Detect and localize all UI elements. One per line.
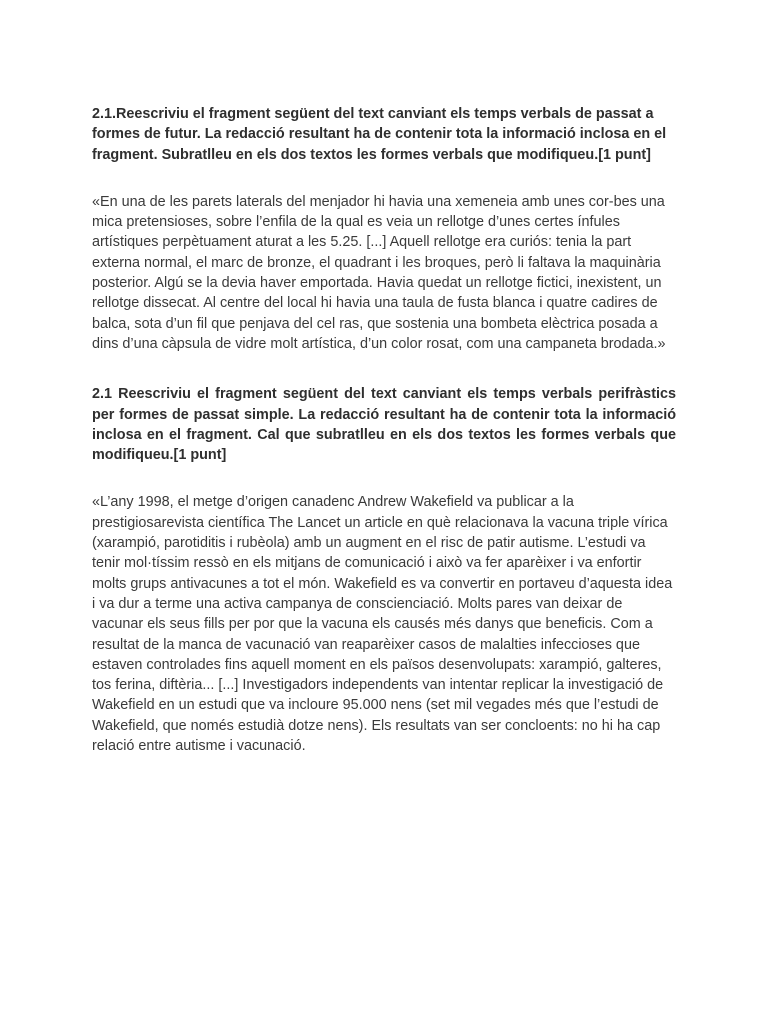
question-1-heading: 2.1.Reescriviu el fragment següent del text canviant els temps verbals de passat a formes de futur. La redacció resultant ha de contenir tota la informació inclosa en el fragment. Subratlleu en els dos textos les formes verbals que modifiqueu.[1 punt] xyxy=(92,106,667,163)
question-2-heading: 2.1 Reescriviu el fragment següent del text canviant els temps verbals perifràstics per formes de passat simple. La redacció resultant ha de contenir tota la informació inclosa en el fragment. Cal que subratlleu en els dos textos les formes verbals que modifiqueu.[1 punt] xyxy=(92,386,676,464)
question-2-passage: «L’any 1998, el metge d’origen canadenc Andrew Wakefield va publicar a la prestigiosarevista científica The Lancet un article en què relacionava la vacuna triple vírica (xarampió, parotiditis i rubèola) amb un augment en el risc de patir autisme. L’estudi va tenir mol·tíssim ressò en els mitjans de comunicació i això va fer aparèixer i va enfortir molts grups antivacunes a tot el món. Wakefield es va convertir en portaveu d’aquesta idea i va dur a terme una activa campanya de conscienciació. Molts pares van deixar de vacunar els seus fills per por que la vacuna els causés més danys que beneficis. Com a resultat de la manca de vacunació van reaparèixer casos de malalties infeccioses que estaven controlades fins aquell moment en els països desenvolupats: xarampió, galteres, tos ferina, diftèria... [...] Investigadors independents van intentar replicar la investigació de Wakefield en un estudi que va incloure 95.000 nens (set mil vegades més que l’estudi de Wakefield, que només estudià dotze nens). Els resultats van ser concloents: no hi ha cap relació entre autisme i vacunació. xyxy=(92,494,673,755)
spacer xyxy=(92,354,676,384)
question-1-passage: «En una de les parets laterals del menjador hi havia una xemeneia amb unes cor-bes una mica pretensioses, sobre l’enfila de la qual es veia un rellotge d’unes certes ínfules artístiques perpètuament aturat a les 5.25. [...] Aquell rellotge era curiós: tenia la part externa normal, el marc de bronze, el quadrant i les broques, però li faltava la maquinària posterior. Algú se la devia haver emportada. Havia quedat un rellotge fictici, inexistent, un rellotge dissecat. Al centre del local hi havia una taula de fusta blanca i quatre cadires de balca, sota d’un fil que penjava del cel ras, que sostenia una bombeta elèctrica posada a dins d’una càpsula de vidre molt artística, d’un color rosat, com una campaneta brodada.» xyxy=(92,193,666,352)
document-content xyxy=(92,104,676,756)
spacer xyxy=(92,465,676,492)
spacer xyxy=(92,165,676,192)
